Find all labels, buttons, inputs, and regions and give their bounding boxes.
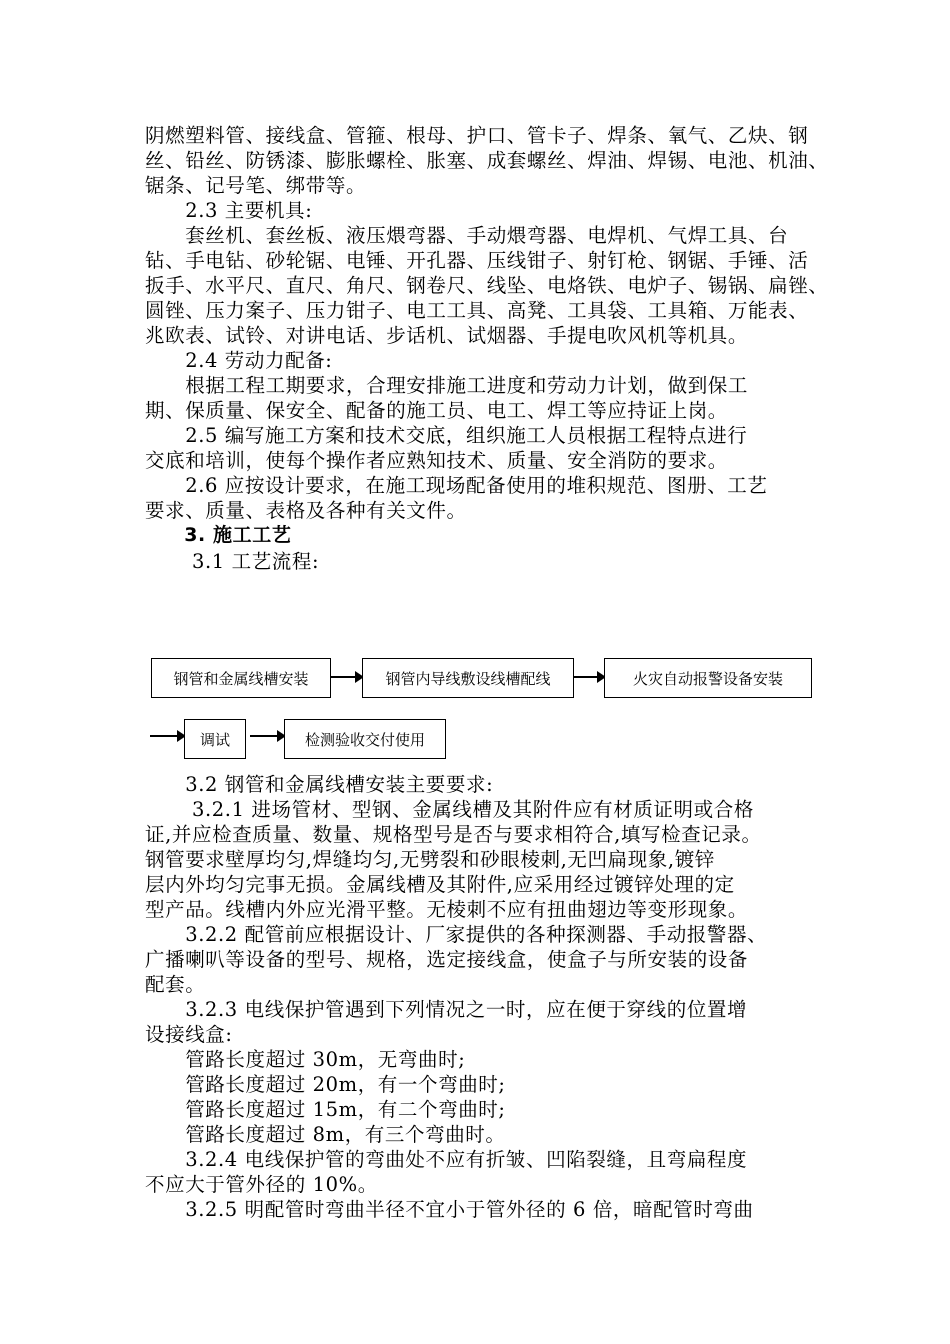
text-line: 兆欧表、试铃、对讲电话、步话机、试烟器、手提电吹风机等机具。 — [145, 324, 749, 347]
text-line: 3.2.4 电线保护管的弯曲处不应有折皱、凹陷裂缝，且弯扁程度 — [145, 1148, 748, 1171]
text-line: 扳手、水平尺、直尺、角尺、钢卷尺、线坠、电烙铁、电炉子、锡锅、扁锉、 — [145, 274, 829, 297]
text-line: 3.2.5 明配管时弯曲半径不宜小于管外径的 6 倍，暗配管时弯曲 — [145, 1198, 754, 1221]
text-line: 型产品。线槽内外应光滑平整。无棱刺不应有扭曲翅边等变形现象。 — [145, 898, 749, 921]
text-line: 锯条、记号笔、绑带等。 — [145, 174, 367, 197]
text-line: 圆锉、压力案子、压力钳子、电工工具、高凳、工具袋、工具箱、万能表、 — [145, 299, 809, 322]
flow-step-wiring: 钢管内导线敷设线槽配线 — [362, 658, 574, 698]
text-line: 2.5 编写施工方案和技术交底，组织施工人员根据工程特点进行 — [145, 424, 748, 447]
list-item: 管路长度超过 15m，有二个弯曲时; — [145, 1098, 506, 1121]
text-line: 套丝机、套丝板、液压煨弯器、手动煨弯器、电焊机、气焊工具、台 — [145, 224, 789, 247]
section-3-2-title: 3.2 钢管和金属线槽安装主要要求: — [145, 773, 494, 796]
section-3-1-title: 3.1 工艺流程: — [145, 550, 320, 573]
list-item: 管路长度超过 20m，有一个弯曲时; — [145, 1073, 506, 1096]
text-line: 证,并应检查质量、数量、规格型号是否与要求相符合,填写检查记录。 — [145, 823, 762, 846]
flow-step-alarm-install: 火灾自动报警设备安装 — [604, 658, 812, 698]
text-line: 要求、质量、表格及各种有关文件。 — [145, 499, 467, 522]
text-line: 广播喇叭等设备的型号、规格，选定接线盒，使盒子与所安装的设备 — [145, 948, 749, 971]
text-line: 层内外均匀完事无损。金属线槽及其附件,应采用经过镀锌处理的定 — [145, 873, 735, 896]
list-item: 管路长度超过 8m，有三个弯曲时。 — [145, 1123, 506, 1146]
text-line: 3.2.1 进场管材、型钢、金属线槽及其附件应有材质证明或合格 — [145, 798, 754, 821]
text-line: 钢管要求壁厚均匀,焊缝均匀,无劈裂和砂眼棱刺,无凹扁现象,镀锌 — [145, 848, 715, 871]
text-line: 不应大于管外径的 10%。 — [145, 1173, 378, 1196]
text-line: 交底和培训，使每个操作者应熟知技术、质量、安全消防的要求。 — [145, 449, 728, 472]
text-line: 丝、铅丝、防锈漆、膨胀螺栓、胀塞、成套螺丝、焊油、焊锡、电池、机油、 — [145, 149, 829, 172]
text-line: 钻、手电钻、砂轮锯、电锤、开孔器、压线钳子、射钉枪、钢锯、手锤、活 — [145, 249, 809, 272]
flow-arrow — [250, 735, 284, 737]
section-2-4-title: 2.4 劳动力配备: — [145, 349, 333, 372]
list-item: 管路长度超过 30m，无弯曲时; — [145, 1048, 466, 1071]
flow-step-debug: 调试 — [184, 719, 246, 759]
text-line: 配套。 — [145, 973, 206, 996]
text-line: 设接线盒: — [145, 1023, 233, 1046]
flow-arrow — [573, 676, 604, 678]
text-line: 期、保质量、保安全、配备的施工员、电工、焊工等应持证上岗。 — [145, 399, 728, 422]
text-line: 3.2.3 电线保护管遇到下列情况之一时，应在便于穿线的位置增 — [145, 998, 748, 1021]
flow-arrow — [330, 676, 362, 678]
flow-arrow — [150, 735, 184, 737]
flow-step-acceptance: 检测验收交付使用 — [284, 719, 446, 759]
section-2-3-title: 2.3 主要机具: — [145, 199, 313, 222]
text-line: 阴燃塑料管、接线盒、管箍、根母、护口、管卡子、焊条、氧气、乙炔、钢 — [145, 124, 809, 147]
section-3-heading: 3. 施工工艺 — [145, 524, 292, 546]
flow-step-pipe-install: 钢管和金属线槽安装 — [151, 658, 331, 698]
text-line: 根据工程工期要求，合理安排施工进度和劳动力计划，做到保工 — [145, 374, 749, 397]
text-line: 2.6 应按设计要求，在施工现场配备使用的堆积规范、图册、工艺 — [145, 474, 768, 497]
text-line: 3.2.2 配管前应根据设计、厂家提供的各种探测器、手动报警器、 — [145, 923, 768, 946]
